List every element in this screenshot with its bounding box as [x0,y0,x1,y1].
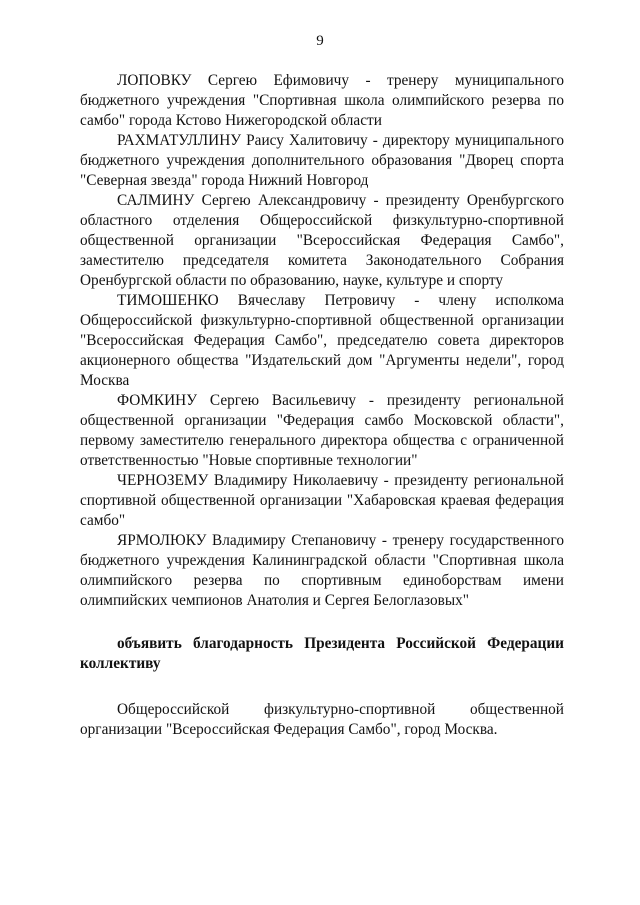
award-entry-salmin: САЛМИНУ Сергею Александровичу - президенту Оренбургского областного отделения Общероссийской физкультурно-спортивной общественной организации "Всероссийская Федерация Самбо", заместителю председателя комитета Законодательного Собрания Оренбургской области по образованию, науке, культуре и спорту [80,192,564,289]
award-entry-yarmolyuk: ЯРМОЛЮКУ Владимиру Степановичу - тренеру государственного бюджетного учреждения Калининградской области "Спортивная школа олимпийского резерва по спортивным единоборствам имени олимпийских чемпионов Анатолия и Сергея Белоглазовых" [80,532,564,609]
collective-recipient: Общероссийской физкультурно-спортивной общественной организации "Всероссийская Федерация Самбо", город Москва. [80,701,564,738]
page-number: 9 [316,33,324,49]
award-entry-lopovka: ЛОПОВКУ Сергею Ефимовичу - тренеру муниципального бюджетного учреждения "Спортивная школа олимпийского резерва по самбо" города Кстово Нижегородской области [80,72,564,129]
award-entry-rakhmatullin: РАХМАТУЛЛИНУ Раису Халитовичу - директору муниципального бюджетного учреждения дополнительного образования "Дворец спорта "Северная звезда" города Нижний Новгород [80,132,564,189]
document-body [80,71,564,740]
award-entry-chernozem: ЧЕРНОЗЕМУ Владимиру Николаевичу - президенту региональной спортивной общественной организации "Хабаровская краевая федерация самбо" [80,472,564,529]
award-entry-timoshenko: ТИМОШЕНКО Вячеславу Петровичу - члену исполкома Общероссийской физкультурно-спортивной общественной организации "Всероссийская Федерация Самбо", председателю совета директоров акционерного общества "Издательский дом "Аргументы недели", город Москва [80,292,564,389]
award-entry-fomkin: ФОМКИНУ Сергею Васильевичу - президенту региональной общественной организации "Федерация самбо Московской области", первому заместителю генерального директора общества с ограниченной ответственностью "Новые спортивные технологии" [80,392,564,469]
section-heading: объявить благодарность Президента Российской Федерации коллективу [80,635,564,672]
